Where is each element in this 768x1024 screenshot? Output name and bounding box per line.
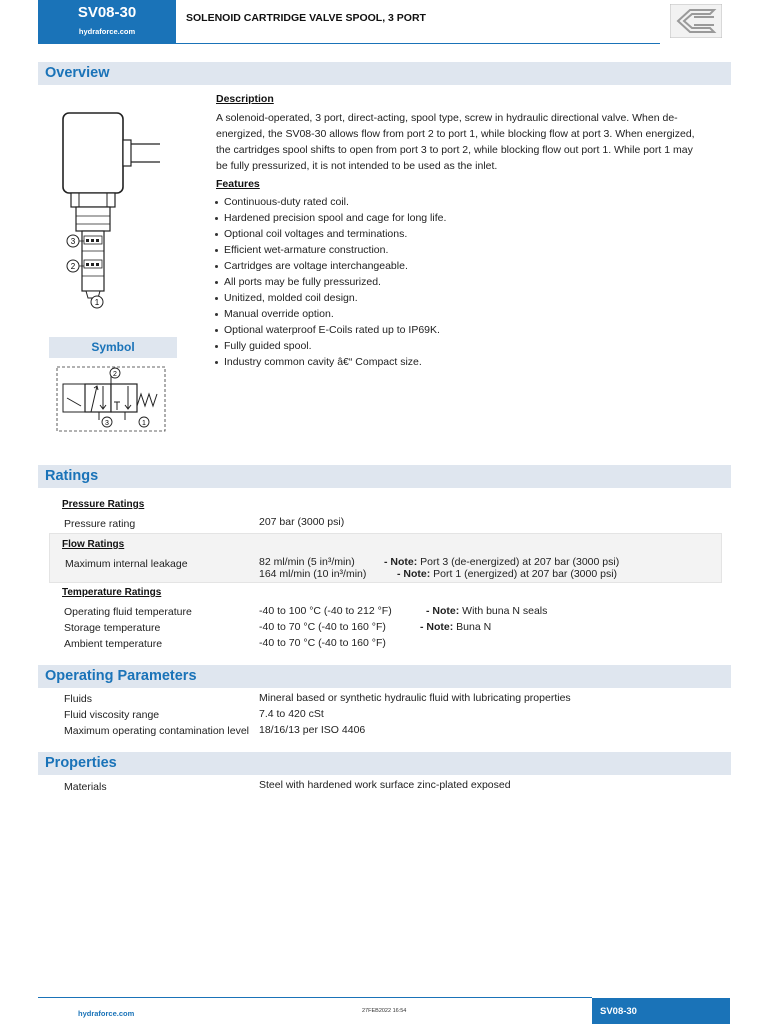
symbol-port-1: 1 — [142, 420, 146, 427]
materials-label: Materials — [64, 781, 107, 793]
list-item: All ports may be fully pressurized. — [215, 274, 446, 290]
valve-product-image — [60, 108, 164, 310]
header-site[interactable]: hydraforce.com — [78, 27, 136, 36]
operating-temp-label: Operating fluid temperature — [64, 606, 192, 618]
note-prefix: - Note: — [397, 568, 431, 580]
list-item: Unitized, molded coil design. — [215, 290, 446, 306]
leakage-label: Maximum internal leakage — [65, 558, 188, 570]
port-3-label: 3 — [70, 237, 76, 246]
header-rule — [176, 43, 660, 44]
section-title: Ratings — [45, 468, 99, 484]
note-prefix: - Note: — [420, 621, 454, 633]
storage-temp-note — [420, 621, 491, 633]
list-item: Optional waterproof E-Coils rated up to IP69K. — [215, 322, 446, 338]
footer-code: SV08-30 — [600, 1006, 637, 1017]
symbol-port-2: 2 — [113, 371, 117, 378]
section-title: Operating Parameters — [45, 668, 197, 684]
note-text: Port 3 (de-energized) at 207 bar (3000 psi) — [420, 556, 620, 568]
section-operating-parameters — [38, 665, 731, 688]
ambient-temp-label: Ambient temperature — [64, 638, 163, 650]
operating-temp-value: -40 to 100 °C (-40 to 212 °F) — [259, 605, 392, 617]
company-logo — [670, 4, 722, 38]
list-item: Optional coil voltages and terminations. — [215, 226, 446, 242]
leakage-value-1: 82 ml/min (5 in³/min) — [259, 556, 355, 568]
features-list — [215, 194, 446, 370]
hydraulic-symbol — [55, 364, 167, 434]
header-code-box — [38, 0, 176, 44]
symbol-tab — [49, 337, 177, 358]
list-item: Manual override option. — [215, 306, 446, 322]
description-line: be fully pressurized, it is not intended to be used as the inlet. — [216, 160, 498, 172]
temperature-ratings-heading: Temperature Ratings — [62, 587, 162, 598]
viscosity-label: Fluid viscosity range — [64, 709, 160, 721]
list-item: Hardened precision spool and cage for long life. — [215, 210, 446, 226]
contamination-label: Maximum operating contamination level — [64, 725, 250, 737]
ambient-temp-value: -40 to 70 °C (-40 to 160 °F) — [259, 637, 386, 649]
footer-code-box — [592, 998, 730, 1024]
pressure-ratings-heading: Pressure Ratings — [62, 499, 145, 510]
list-item: Cartridges are voltage interchangeable. — [215, 258, 446, 274]
section-title: Properties — [45, 755, 117, 771]
section-overview — [38, 62, 731, 85]
note-text: With buna N seals — [462, 605, 548, 617]
description-text — [216, 110, 720, 174]
materials-value: Steel with hardened work surface zinc-plated exposed — [259, 779, 511, 791]
description-line: the cartridges spool shifts to open from port 3 to port 2, while blocking flow out port 1. While port 1 may — [216, 144, 693, 156]
note-text: Buna N — [456, 621, 492, 633]
symbol-port-3: 3 — [105, 420, 109, 427]
storage-temp-label: Storage temperature — [64, 622, 161, 634]
description-heading: Description — [216, 93, 274, 105]
note-text: Port 1 (energized) at 207 bar (3000 psi) — [433, 568, 618, 580]
port-2-label: 2 — [70, 262, 76, 271]
footer-rule — [38, 997, 592, 998]
operating-temp-note — [426, 605, 547, 617]
flow-ratings-heading: Flow Ratings — [62, 539, 125, 550]
features-heading: Features — [216, 178, 260, 190]
section-properties — [38, 752, 731, 775]
storage-temp-value: -40 to 70 °C (-40 to 160 °F) — [259, 621, 386, 633]
fluids-value: Mineral based or synthetic hydraulic fluid with lubricating properties — [259, 692, 571, 704]
note-prefix: - Note: — [426, 605, 460, 617]
viscosity-value: 7.4 to 420 cSt — [259, 708, 324, 720]
section-ratings — [38, 465, 731, 488]
port-1-label: 1 — [94, 298, 100, 307]
pressure-rating-value: 207 bar (3000 psi) — [259, 516, 345, 528]
footer-site-link[interactable]: hydraforce.com — [78, 1009, 135, 1018]
contamination-value: 18/16/13 per ISO 4406 — [259, 724, 366, 736]
footer-date: 27FEB2022 16:54 — [362, 1008, 407, 1014]
description-line: energized, the SV08-30 allows flow from port 2 to port 1, while blocking flow at port 3. When energized, — [216, 128, 695, 140]
header-code: SV08-30 — [77, 4, 137, 21]
leakage-note-1 — [384, 556, 619, 568]
note-prefix: - Note: — [384, 556, 418, 568]
list-item: Efficient wet-armature construction. — [215, 242, 446, 258]
fluids-label: Fluids — [64, 693, 93, 705]
symbol-label: Symbol — [91, 340, 135, 354]
leakage-value-2: 164 ml/min (10 in³/min) — [259, 568, 367, 580]
leakage-note-2 — [397, 568, 617, 580]
description-line: A solenoid-operated, 3 port, direct-acting, spool type, screw in hydraulic directional valve. When de- — [216, 112, 678, 124]
pressure-rating-label: Pressure rating — [64, 518, 136, 530]
list-item: Industry common cavity â€“ Compact size. — [215, 354, 446, 370]
list-item: Continuous-duty rated coil. — [215, 194, 446, 210]
list-item: Fully guided spool. — [215, 338, 446, 354]
section-title: Overview — [45, 65, 110, 81]
document-title: SOLENOID CARTRIDGE VALVE SPOOL, 3 PORT — [186, 12, 426, 24]
